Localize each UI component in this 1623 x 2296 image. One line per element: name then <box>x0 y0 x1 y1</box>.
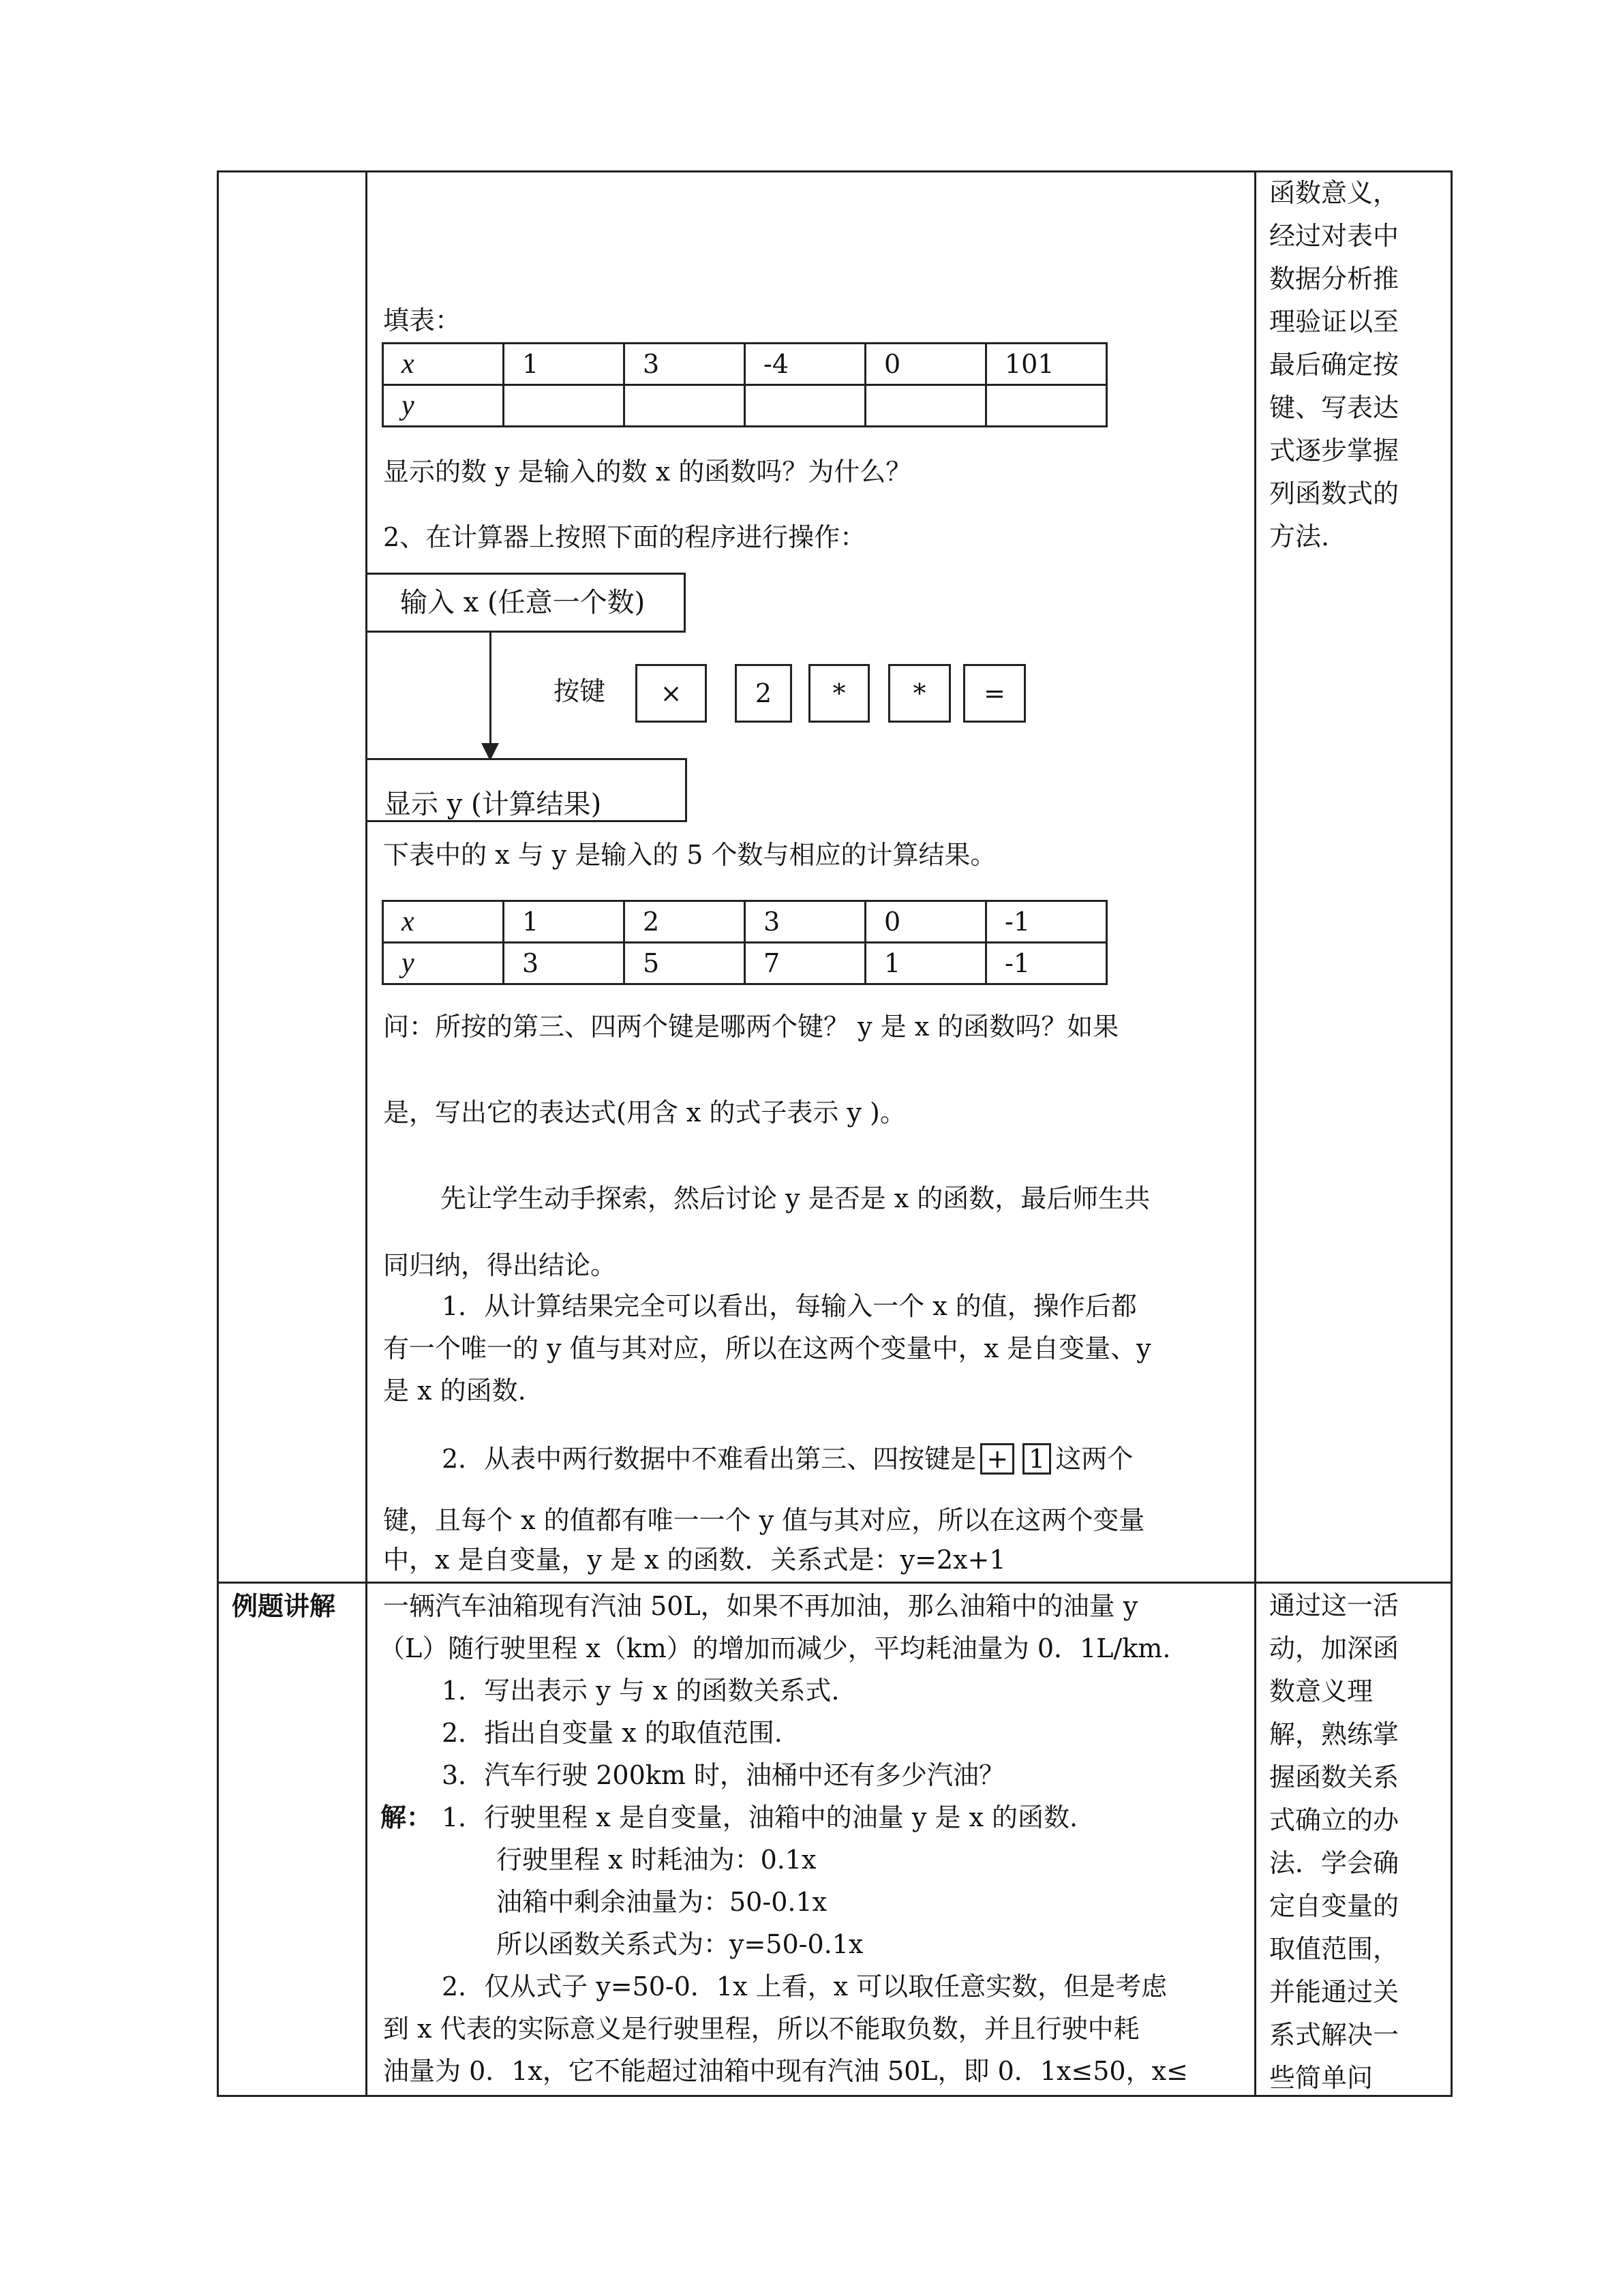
discussion-line2: 同归纳，得出结论。 <box>383 1250 617 1280</box>
conclusion-2-pre: 2．从表中两行数据中不难看出第三、四按键是 <box>442 1444 977 1474</box>
table-cell: 101 <box>986 344 1107 385</box>
side-note-top: 函数意义，经过对表中数据分析推理验证以至最后确定按键、写表达式逐步掌握列函数式的方法. <box>1269 178 1399 552</box>
table-left-border <box>217 170 219 2097</box>
table-row <box>383 943 1107 984</box>
question-function: 显示的数 y 是输入的数 x 的函数吗？为什么？ <box>383 457 912 487</box>
conclusion-2-post: 这两个 <box>1055 1444 1134 1474</box>
question-2-line1: 问：所按的第三、四两个键是哪两个键？ y 是 x 的函数吗？如果 <box>383 1012 1119 1042</box>
table-cell: 5 <box>624 943 745 984</box>
example-line5: 3．汽车行驶 200km 时，油桶中还有多少汽油？ <box>442 1760 1005 1790</box>
table-row <box>383 385 1107 427</box>
table-cell: 3 <box>624 344 745 385</box>
discussion-line1: 先让学生动手探索，然后讨论 y 是否是 x 的函数，最后师生共 <box>440 1183 1151 1213</box>
example-line2: （L）随行驶里程 x（km）的增加而减少，平均耗油量为 0．1L/km. <box>379 1633 1171 1663</box>
key-plus: + <box>980 1443 1014 1475</box>
key-1: 1 <box>1022 1443 1051 1475</box>
table-cell: 3 <box>745 901 866 943</box>
example-line10: 2．仅从式子 y=50-0．1x 上看，x 可以取任意实数，但是考虑 <box>442 1972 1168 2002</box>
question-2-line2: 是，写出它的表达式(用含 x 的式子表示 y )。 <box>383 1098 906 1128</box>
table-cell: 7 <box>745 943 866 984</box>
example-line11: 到 x 代表的实际意义是行驶里程，所以不能取负数，并且行驶中耗 <box>383 2014 1140 2044</box>
table-cell: y <box>383 943 504 984</box>
example-label: 例题讲解 <box>232 1591 336 1621</box>
conclusion-2-line1 <box>442 1442 1133 1475</box>
table-cell <box>504 385 624 427</box>
key-2: 2 <box>735 664 792 723</box>
example-line12: 油量为 0．1x，它不能超过油箱中现有汽油 50L，即 0．1x≤50，x≤ <box>383 2056 1188 2086</box>
table-bottom-border <box>217 2095 1453 2097</box>
conclusion-1-line1: 1．从计算结果完全可以看出，每输入一个 x 的值，操作后都 <box>442 1291 1137 1321</box>
table-cell: 1 <box>504 344 624 385</box>
table-x-y-blank <box>382 342 1108 427</box>
table-cell: 1 <box>866 943 986 984</box>
flow-arrow-line <box>489 633 491 749</box>
example-line7: 行驶里程 x 时耗油为：0.1x <box>496 1845 817 1875</box>
example-line9: 所以函数关系式为：y=50-0.1x <box>496 1929 864 1959</box>
key-multiply: × <box>635 664 707 723</box>
table-cell: 2 <box>624 901 745 943</box>
key-equals: = <box>963 664 1026 723</box>
table-row <box>383 344 1107 385</box>
key-unknown-3: * <box>808 664 870 723</box>
example-line6: 1．行驶里程 x 是自变量，油箱中的油量 y 是 x 的函数. <box>442 1802 1078 1832</box>
table-cell: y <box>383 385 504 427</box>
table2-intro: 下表中的 x 与 y 是输入的 5 个数与相应的计算结果。 <box>383 840 997 870</box>
col-divider-2 <box>1254 170 1256 2097</box>
table-cell <box>624 385 745 427</box>
fill-label: 填表： <box>383 305 461 335</box>
keys-label: 按键 <box>553 676 606 706</box>
table-cell: -1 <box>986 943 1107 984</box>
step-2-text: 2、在计算器上按照下面的程序进行操作： <box>383 522 866 552</box>
table-cell: 1 <box>504 901 624 943</box>
example-line3: 1．写出表示 y 与 x 的函数关系式. <box>442 1676 840 1706</box>
example-line4: 2．指出自变量 x 的取值范围. <box>442 1718 783 1748</box>
conclusion-2-line2: 键，且每个 x 的值都有唯一一个 y 值与其对应，所以在这两个变量 <box>383 1505 1145 1535</box>
flow-output-box: 显示 y (计算结果) <box>365 758 687 822</box>
example-line8: 油箱中剩余油量为：50-0.1x <box>496 1887 828 1917</box>
table-cell: 0 <box>866 901 986 943</box>
table-cell: x <box>383 344 504 385</box>
table-x-y-results <box>382 900 1108 985</box>
table-cell: -4 <box>745 344 866 385</box>
col-divider-1 <box>365 170 367 2097</box>
key-unknown-4: * <box>888 664 951 723</box>
table-cell: 0 <box>866 344 986 385</box>
solution-label: 解： <box>380 1802 433 1832</box>
table-cell: 3 <box>504 943 624 984</box>
table-cell <box>986 385 1107 427</box>
conclusion-1-line3: 是 x 的函数. <box>383 1376 526 1406</box>
table-cell: -1 <box>986 901 1107 943</box>
side-note-bottom: 通过这一活动，加深函数意义理解，熟练掌握函数关系式确立的办法．学会确定自变量的取值范围，并能通过关系式解决一些简单问 <box>1269 1590 1399 2093</box>
table-right-border <box>1451 170 1453 2097</box>
table-top-border <box>217 170 1453 172</box>
table-cell: x <box>383 901 504 943</box>
conclusion-1-line2: 有一个唯一的 y 值与其对应，所以在这两个变量中，x 是自变量、y <box>383 1333 1151 1363</box>
conclusion-2-line3: 中，x 是自变量，y 是 x 的函数．关系式是：y=2x+1 <box>383 1545 1006 1575</box>
table-cell <box>866 385 986 427</box>
table-cell <box>745 385 866 427</box>
flow-input-box: 输入 x (任意一个数) <box>365 573 686 633</box>
row-divider <box>217 1582 1453 1584</box>
example-line1: 一辆汽车油箱现有汽油 50L，如果不再加油，那么油箱中的油量 y <box>383 1591 1138 1621</box>
table-row <box>383 901 1107 943</box>
